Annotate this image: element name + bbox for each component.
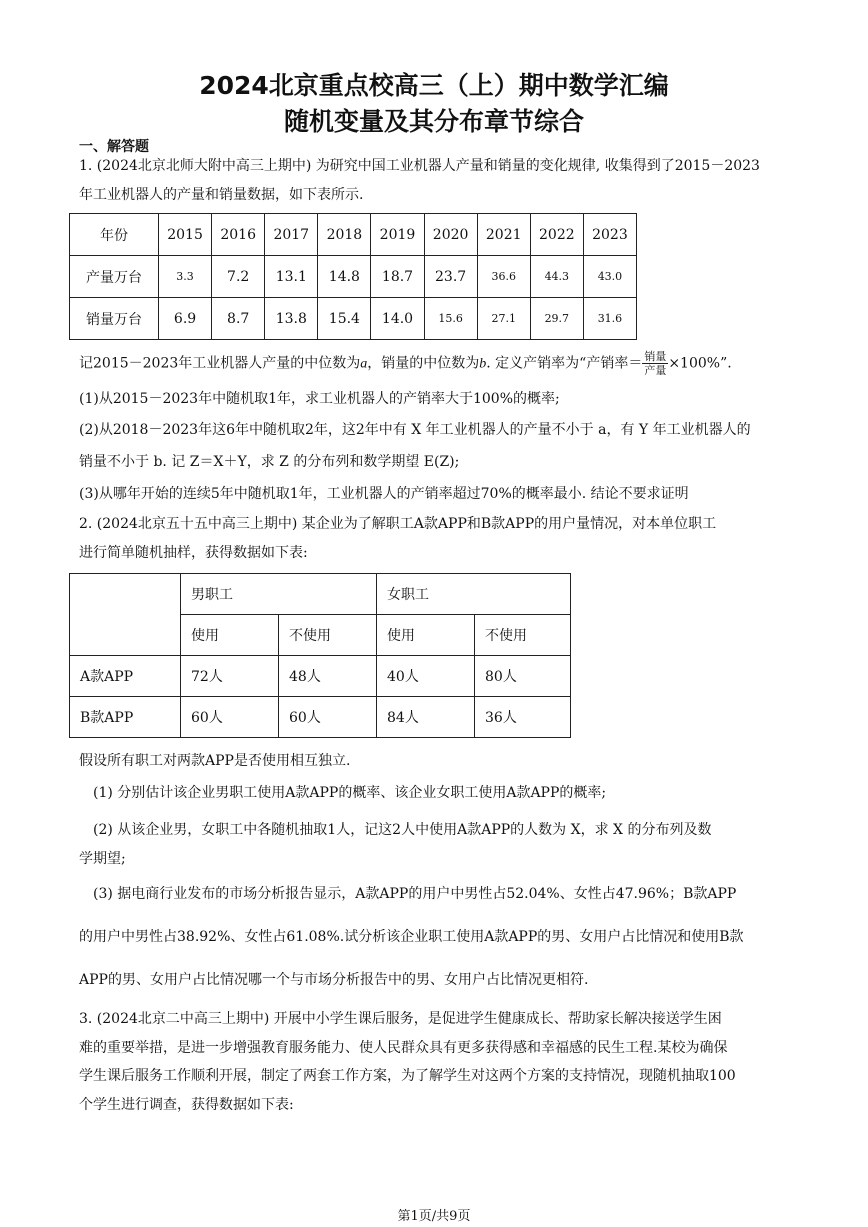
section-heading: 一、解答题: [79, 139, 149, 155]
table-cell: 2016: [212, 214, 265, 256]
table-cell: 产量万台: [70, 256, 159, 298]
table-cell: 48人: [279, 656, 377, 697]
table-cell: 15.4: [318, 298, 371, 340]
table-cell: 销量万台: [70, 298, 159, 340]
table-cell: A款APP: [70, 656, 181, 697]
table-cell: 6.9: [159, 298, 212, 340]
q1-part2-line2: 销量不小于 b. 记 Z＝X＋Y，求 Z 的分布列和数学期望 E(Z);: [79, 454, 460, 470]
table-cell: 18.7: [371, 256, 424, 298]
table-cell: 使用: [377, 615, 475, 656]
table-cell: B款APP: [70, 697, 181, 738]
table-cell: 2018: [318, 214, 371, 256]
table-header-row: [70, 574, 571, 615]
table-cell: 3.3: [159, 256, 212, 298]
table-cell: 2017: [265, 214, 318, 256]
table-cell: 72人: [181, 656, 279, 697]
table-cell: 84人: [377, 697, 475, 738]
q2-part3-line2: 的用户中男性占38.92%、女性占61.08%.试分析该企业职工使用A款APP的男、女用户占比情况和使用B款: [79, 929, 744, 945]
table-cell: 2015: [159, 214, 212, 256]
variable-a: a: [360, 356, 368, 372]
table-cell: 40人: [377, 656, 475, 697]
document-title-line2: 随机变量及其分布章节综合: [283, 107, 584, 136]
table-cell: 29.7: [530, 298, 583, 340]
q2-part3-line1: (3) 据电商行业发布的市场分析报告显示，A款APP的用户中男性占52.04%、女性占47.96%；B款APP: [93, 886, 737, 902]
app-usage-table: [69, 573, 571, 738]
ratio-fraction: [642, 350, 668, 377]
table-row: [70, 697, 571, 738]
table-cell: 43.0: [583, 256, 636, 298]
table-cell: 2020: [424, 214, 477, 256]
table-cell: 60人: [181, 697, 279, 738]
q2-part3-line3: APP的男、女用户占比情况哪一个与市场分析报告中的男、女用户占比情况更相符.: [79, 972, 589, 988]
table-cell: 80人: [475, 656, 571, 697]
q2-line1: 2. (2024北京五十五中高三上期中) 某企业为了解职工A款APP和B款APP的用户量情况，对本单位职工: [79, 516, 717, 532]
q3-line3: 学生课后服务工作顺利开展，制定了两套工作方案，为了解学生对这两个方案的支持情况，现随机抽取100: [79, 1068, 736, 1084]
definition-text: . 定义产销率为“产销率＝: [486, 355, 643, 372]
table-cell: 2022: [530, 214, 583, 256]
q3-line1: 3. (2024北京二中高三上期中) 开展中小学生课后服务，是促进学生健康成长、帮助家长解决接送学生困: [79, 1011, 722, 1027]
q2-part2-line2: 学期望;: [79, 851, 126, 867]
q1-part1: (1)从2015－2023年中随机取1年，求工业机器人的产销率大于100%的概率;: [79, 391, 560, 407]
q1-part3: (3)从哪年开始的连续5年中随机取1年，工业机器人的产销率超过70%的概率最小. 结论不要求证明: [79, 486, 689, 502]
fraction-denominator: 产量: [644, 364, 667, 377]
page-number: 第1页/共9页: [397, 1209, 471, 1224]
q2-line2: 进行简单随机抽样，获得数据如下表:: [79, 545, 308, 561]
table-cell: 27.1: [477, 298, 530, 340]
table-cell: 2021: [477, 214, 530, 256]
table-row: [70, 656, 571, 697]
table-cell: 年份: [70, 214, 159, 256]
table-cell: 2023: [583, 214, 636, 256]
production-sales-table: [69, 213, 637, 340]
q1-line2: 年工业机器人的产量和销量数据，如下表所示.: [79, 187, 364, 203]
table-cell: 13.1: [265, 256, 318, 298]
document-title-line1: 2024北京重点校高三（上）期中数学汇编: [199, 71, 669, 100]
table-cell: 36.6: [477, 256, 530, 298]
q2-assumption: 假设所有职工对两款APP是否使用相互独立.: [79, 753, 351, 769]
q2-part1: (1) 分别估计该企业男职工使用A款APP的概率、该企业女职工使用A款APP的概率;: [93, 785, 607, 801]
q1-definition: [79, 350, 732, 378]
table-row: [70, 256, 637, 298]
table-row: [70, 298, 637, 340]
q1-part2-line1: (2)从2018－2023年这6年中随机取2年，这2年中有 X 年工业机器人的产量不小于 a，有 Y 年工业机器人的: [79, 422, 751, 438]
table-cell: 15.6: [424, 298, 477, 340]
table-cell: 8.7: [212, 298, 265, 340]
table-cell: 7.2: [212, 256, 265, 298]
table-cell: 不使用: [475, 615, 571, 656]
table-cell: 2019: [371, 214, 424, 256]
definition-text: ×100%”.: [668, 355, 732, 372]
table-cell: 14.8: [318, 256, 371, 298]
table-cell: 使用: [181, 615, 279, 656]
q3-line4: 个学生进行调查，获得数据如下表:: [79, 1097, 294, 1113]
definition-text: ，销量的中位数为: [367, 355, 480, 372]
table-cell: 31.6: [583, 298, 636, 340]
q1-line1: 1. (2024北京北师大附中高三上期中) 为研究中国工业机器人产量和销量的变化规律, 收集得到了2015－2023: [79, 158, 760, 174]
variable-b: b: [479, 356, 487, 372]
table-group-header: 男职工: [181, 574, 377, 615]
table-cell: 14.0: [371, 298, 424, 340]
table-cell: 23.7: [424, 256, 477, 298]
table-group-header: 女职工: [377, 574, 571, 615]
fraction-numerator: 销量: [644, 350, 667, 363]
table-cell: 13.8: [265, 298, 318, 340]
q2-part2-line1: (2) 从该企业男，女职工中各随机抽取1人，记这2人中使用A款APP的人数为 X，求 X 的分布列及数: [93, 822, 712, 838]
definition-text: 记2015－2023年工业机器人产量的中位数为: [79, 355, 361, 372]
table-cell: 44.3: [530, 256, 583, 298]
table-cell: 36人: [475, 697, 571, 738]
table-cell: 60人: [279, 697, 377, 738]
table-cell: 不使用: [279, 615, 377, 656]
table-corner-cell: [70, 574, 181, 656]
q3-line2: 难的重要举措，是进一步增强教育服务能力、使人民群众具有更多获得感和幸福感的民生工程.某校为确保: [79, 1040, 728, 1056]
table-header-row: [70, 214, 637, 256]
